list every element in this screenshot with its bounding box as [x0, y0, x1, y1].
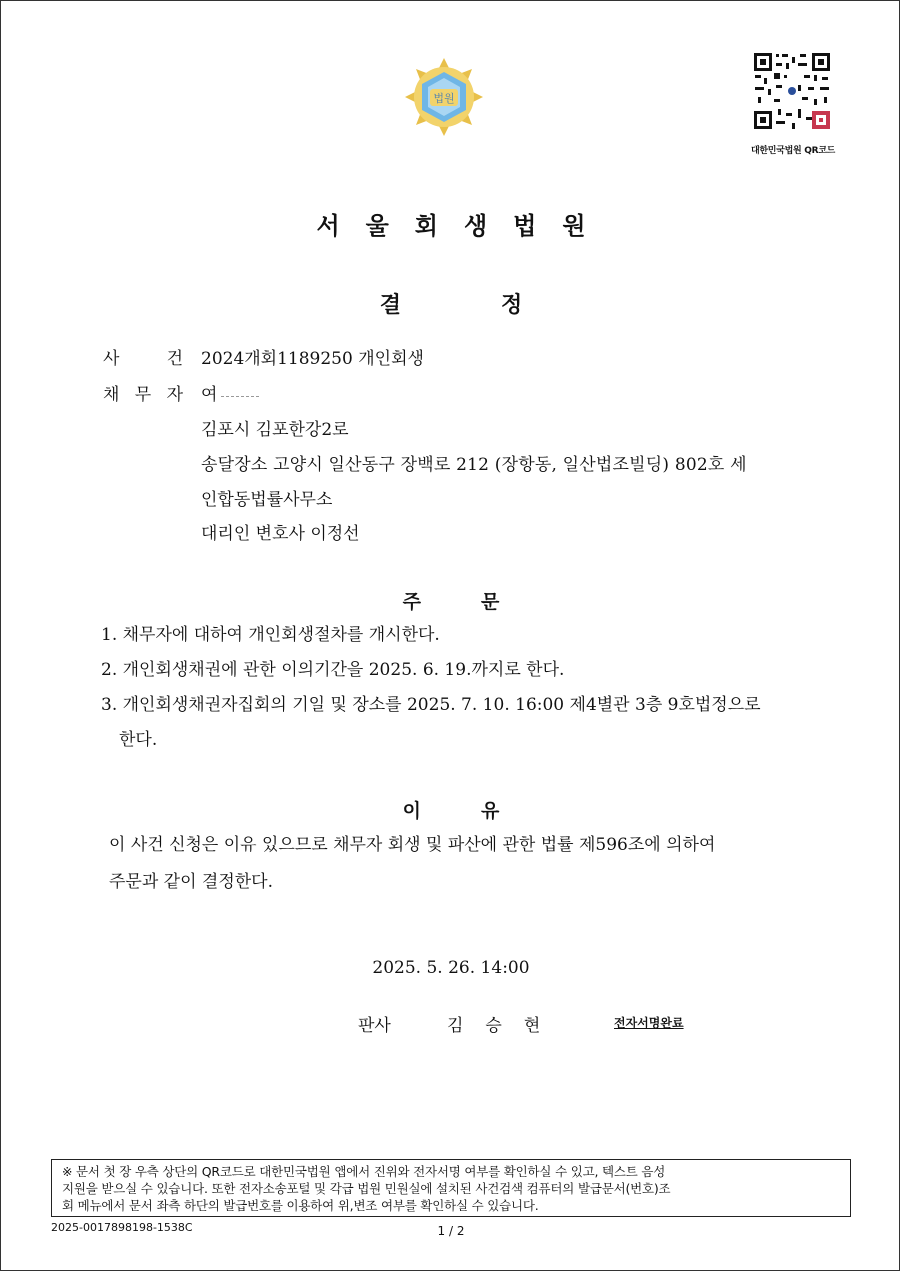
- service-place-continued: 인합동법률사무소: [201, 490, 333, 510]
- case-label-char: 사: [103, 349, 120, 369]
- court-name: 서울회생법원: [316, 212, 612, 240]
- debtor-label-char: 채: [103, 385, 120, 405]
- issue-number: 2025-0017898198-1538C: [51, 1221, 193, 1234]
- reason-text: [109, 827, 799, 901]
- decision-date: 2025. 5. 26. 14:00: [372, 958, 530, 978]
- qr-caption: 대한민국법원 QR코드: [751, 146, 835, 156]
- notice-line: ※ 문서 첫 장 우측 상단의 QR코드로 대한민국법원 앱에서 진위와 전자서명 여부를 확인하실 수 있고, 텍스트 음성: [62, 1164, 666, 1179]
- case-label-char: 건: [166, 349, 183, 369]
- debtor-name: [201, 380, 259, 405]
- notice-line: 회 메뉴에서 문서 좌측 하단의 발급번호를 이용하여 위,변조 여부를 확인하실 수 있습니다.: [62, 1198, 539, 1213]
- debtor-label: [103, 380, 183, 405]
- reason-line: 이 사건 신청은 이유 있으므로 채무자 회생 및 파산에 관한 법률 제596조에 의하여: [109, 835, 716, 855]
- emblem-label: 법원: [433, 92, 455, 105]
- order-item: [101, 688, 801, 758]
- reason-line: 주문과 같이 결정한다.: [109, 872, 274, 892]
- reason-section-title: 이유: [402, 800, 560, 822]
- debtor-label-char: 무: [134, 385, 152, 405]
- debtor-label-char: 자: [166, 385, 183, 405]
- notice-line: 지원을 받으실 수 있습니다. 또한 전자소송포털 및 각급 법원 민원실에 설치된 사건검색 컴퓨터의 발급문서(번호)조: [62, 1181, 671, 1196]
- verification-notice: [51, 1159, 851, 1217]
- electronic-signature-stamp: 전자서명완료: [614, 1016, 684, 1030]
- service-place: 송달장소 고양시 일산동구 장백로 212 (장항동, 일산법조빌딩) 802호 세: [201, 455, 747, 475]
- case-label: [103, 344, 183, 369]
- order-item: 1. 채무자에 대하여 개인회생절차를 개시한다.: [101, 625, 440, 645]
- court-emblem-icon: [403, 56, 485, 138]
- order-item: 2. 개인회생채권에 관한 이의기간을 2025. 6. 19.까지로 한다.: [101, 660, 565, 680]
- redaction-mark: [221, 395, 259, 397]
- order-item-text: 3. 개인회생채권자집회의 기일 및 장소를 2025. 7. 10. 16:00 제4별관 3층 9호법정으로: [101, 695, 761, 715]
- judge-name: 김승현: [447, 1016, 563, 1036]
- order-item-continued: 한다.: [119, 730, 158, 750]
- case-number: 2024개회1189250 개인회생: [201, 349, 424, 369]
- page-number: 1 / 2: [437, 1224, 465, 1238]
- judge-title: 판사: [358, 1016, 391, 1036]
- document-title: 결정: [379, 293, 623, 318]
- legal-agent: 대리인 변호사 이정선: [201, 524, 360, 544]
- qr-code-icon: [752, 51, 832, 131]
- debtor-name-text: 여: [201, 385, 218, 405]
- order-section-title: 주문: [402, 591, 560, 613]
- debtor-address: 김포시 김포한강2로: [201, 420, 349, 440]
